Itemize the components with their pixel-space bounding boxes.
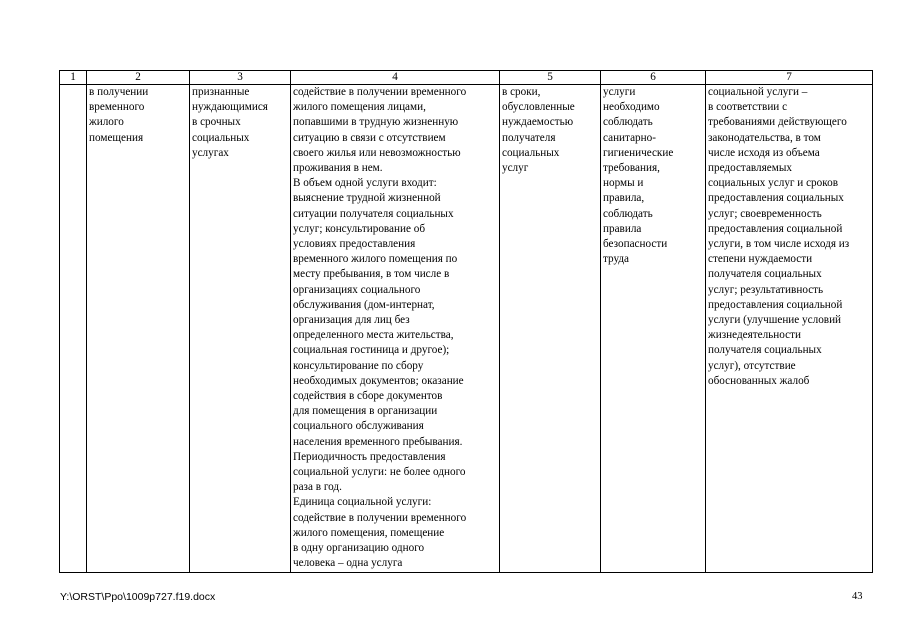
table-row (60, 85, 873, 573)
cell-text-line: человека – одна услуга (293, 557, 403, 570)
cell-text-line: попавшими в трудную жизненную (293, 116, 459, 129)
cell-text-line: соблюдать (603, 207, 653, 220)
cell-text-line: населения временного пребывания. (293, 435, 463, 448)
cell-text-line: услуг), отсутствие (708, 359, 796, 372)
cell-text-line: услугах (192, 146, 229, 159)
cell-text-line: услуг; консультирование об (293, 222, 426, 235)
cell-text-line: социальной услуги: не более одного (293, 466, 466, 479)
cell-text-line: законодательства, в том (708, 131, 821, 144)
cell-text-line: предоставляемых (708, 162, 792, 175)
cell-text-line: Периодичность предоставления (293, 450, 446, 463)
cell-text-line: нормы и (603, 177, 644, 190)
cell-text-line: определенного места жительства, (293, 329, 454, 342)
cell-text-line: обусловленные (502, 101, 575, 114)
cell-text-line: условиях предоставления (293, 238, 416, 251)
cell-text-line: ситуацию в связи с отсутствием (293, 131, 446, 144)
cell-text-line: в соответствии с (708, 101, 788, 114)
cell-text-line: безопасности (603, 238, 668, 251)
cell-col-1 (60, 85, 87, 573)
cell-text-line: необходимо (603, 101, 660, 114)
cell-text-line: выяснение трудной жизненной (293, 192, 441, 205)
cell-text-line: соблюдать (603, 116, 653, 129)
cell-text-line: содействие в получении временного (293, 511, 467, 524)
cell-text-line: социальной услуги – (708, 86, 808, 98)
cell-text-line: предоставления социальной (708, 298, 843, 311)
cell-text-line: содействия в сборе документов (293, 390, 443, 403)
cell-text-line: социальная гостиница и другое); (293, 344, 450, 357)
footer-file-path: Y:\ORST\Ppo\1009p727.f19.docx (60, 591, 216, 603)
cell-text-line: получателя социальных (708, 268, 822, 281)
cell-text-line: в получении (89, 86, 149, 98)
cell-text-line: обоснованных жалоб (708, 374, 810, 387)
cell-text-line: услуг; своевременность (708, 207, 822, 220)
page-number: 43 (852, 591, 863, 602)
cell-text-line: месту пребывания, в том числе в (293, 268, 450, 281)
cell-text-line: для помещения в организации (293, 405, 438, 418)
cell-text-line: В объем одной услуги входит: (293, 177, 437, 190)
cell-text-line: признанные (192, 86, 250, 98)
cell-text-line: социальных услуг и сроков (708, 177, 838, 190)
cell-text-line: предоставления социальных (708, 192, 844, 205)
cell-text-line: санитарно- (603, 131, 656, 144)
cell-col-6 (601, 85, 706, 573)
cell-text-line: жизнедеятельности (708, 329, 801, 342)
cell-text-line: помещения (89, 131, 144, 144)
cell-text-line: ситуации получателя социальных (293, 207, 454, 220)
cell-text-line: услуг; результативность (708, 283, 824, 296)
cell-text-line: проживания в нем. (293, 162, 383, 175)
cell-text-line: необходимых документов; оказание (293, 374, 464, 387)
header-cell: 7 (706, 71, 873, 85)
cell-text-line: требования, (603, 162, 660, 175)
cell-col-3 (190, 85, 291, 573)
cell-col-7 (706, 85, 873, 573)
cell-text-line: степени нуждаемости (708, 253, 813, 266)
cell-text-line: социальных (192, 131, 250, 144)
cell-text-line: Единица социальной услуги: (293, 496, 432, 509)
cell-text-line: обслуживания (дом-интернат, (293, 298, 435, 311)
cell-text-line: социального обслуживания (293, 420, 424, 433)
cell-text-line: содействие в получении временного (293, 86, 467, 98)
cell-text-line: своего жилья или невозможностью (293, 146, 461, 159)
cell-text-line: услуг (502, 162, 529, 175)
cell-text-line: нуждающимися (192, 101, 268, 114)
cell-text-line: услуги, в том числе исходя из (708, 238, 850, 251)
cell-text-line: в срочных (192, 116, 241, 129)
cell-text-line: жилого помещения лицами, (293, 101, 426, 114)
header-cell: 2 (87, 71, 190, 85)
cell-col-2 (87, 85, 190, 573)
header-cell: 3 (190, 71, 291, 85)
cell-text-line: нуждаемостью (502, 116, 574, 129)
cell-text-line: жилого помещения, помещение (293, 526, 445, 539)
cell-text-line: в одну организацию одного (293, 542, 425, 555)
cell-text-line: жилого (89, 116, 124, 129)
cell-text-line: получателя социальных (708, 344, 822, 357)
header-row (60, 71, 873, 85)
cell-text-line: временного жилого помещения по (293, 253, 458, 266)
cell-text-line: услуги (улучшение условий (708, 314, 842, 327)
cell-text-line: раза в год. (293, 481, 342, 494)
cell-text-line: числе исходя из объема (708, 146, 820, 159)
header-cell: 4 (291, 71, 500, 85)
header-cell: 1 (60, 71, 87, 85)
cell-text-line: в сроки, (502, 86, 541, 98)
cell-text-line: труда (603, 253, 630, 266)
cell-text-line: организациях социального (293, 283, 421, 296)
cell-text-line: гигиенические (603, 146, 674, 159)
cell-text-line: правила (603, 222, 642, 235)
header-cell: 6 (601, 71, 706, 85)
cell-text-line: услуги (603, 86, 636, 98)
header-cell: 5 (500, 71, 601, 85)
cell-text-line: правила, (603, 192, 645, 205)
cell-text-line: получателя (502, 131, 556, 144)
cell-text-line: организация для лиц без (293, 314, 410, 327)
cell-text-line: предоставления социальной (708, 222, 843, 235)
cell-col-5 (500, 85, 601, 573)
cell-text-line: консультирование по сбору (293, 359, 424, 372)
services-table (59, 70, 873, 573)
cell-text-line: социальных (502, 146, 560, 159)
cell-text-line: требованиями действующего (708, 116, 847, 129)
cell-text-line: временного (89, 101, 145, 114)
cell-col-4 (291, 85, 500, 573)
